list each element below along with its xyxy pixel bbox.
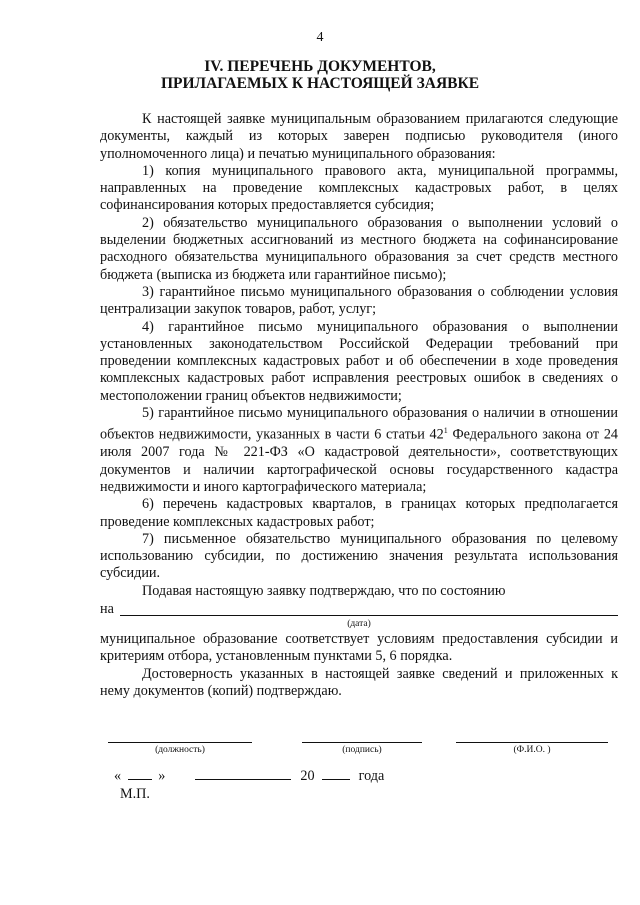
year-prefix: 20 [300, 768, 315, 784]
list-item-6: 6) перечень кадастровых кварталов, в границах которых предполагается проведение комплексных кадастровых работ; [100, 496, 618, 530]
signature-line[interactable] [302, 730, 422, 743]
date-caption: (дата) [347, 619, 371, 630]
list-item-2: 2) обязательство муниципального образования о выполнении условий о выделении бюджетных ассигнований из местного бюджета на софинансирование расходного обязательства муниципального образования за счет средств местного бюджета (выписка из бюджета или гарантийное письмо); [100, 214, 618, 283]
list-item-5-text-a: 5) гарантийное письмо муниципального образования о наличии в отношении объектов недвижимости, указанных в части 6 статьи 42 [100, 405, 618, 444]
footnote-superscript: 1 [443, 426, 448, 436]
veracity-paragraph: Достоверность указанных в настоящей заявке сведений и приложенных к нему документов (копий) подтверждаю. [100, 665, 618, 699]
name-line[interactable] [456, 730, 608, 743]
date-blank-line[interactable] [120, 615, 618, 616]
position-line[interactable] [108, 730, 252, 743]
list-item-5 [100, 405, 618, 496]
position-field [108, 730, 252, 756]
date-prefix: на [100, 601, 114, 618]
intro-paragraph: К настоящей заявке муниципальным образованием прилагаются следующие документы, каждый из которых заверен подписью руководителя (иного уполномоченного лица) и печатью муниципального образования: [100, 111, 618, 162]
year-blank[interactable] [322, 766, 350, 780]
confirmation-paragraph: Подавая настоящую заявку подтверждаю, что по состоянию [142, 582, 506, 599]
list-item-1: 1) копия муниципального правового акта, муниципальной программы, направленных на проведение комплексных кадастровых работ, в целях софинансирования которых предоставляется субсидия; [100, 162, 618, 214]
name-field [456, 730, 608, 756]
day-blank[interactable] [128, 766, 152, 780]
document-body [100, 111, 618, 700]
list-item-5-text-b: Федерального закона от 24 июля 2007 года № 221-ФЗ «О кадастровой деятельности», соответствующих документов и наличии картографической основы государственного кадастра недвижимости и иного картографического материала; [100, 427, 619, 495]
date-fill-row [100, 601, 618, 618]
signing-date-row [114, 766, 384, 785]
signature-block [100, 730, 618, 760]
position-caption: (должность) [155, 745, 205, 755]
name-caption: (Ф.И.О. ) [513, 745, 551, 755]
list-item-4: 4) гарантийное письмо муниципального образования о выполнении установленных законодательством Российской Федерации требований при проведении комплексных кадастровых работ и об обеспечении в ходе проведения комплексных кадастровых работ исправления реестровых ошибок в сведениях о местоположении границ объектов недвижимости; [100, 318, 618, 404]
stamp-label: М.П. [120, 786, 150, 802]
signature-field [302, 730, 422, 756]
section-title-line2: ПРИЛАГАЕМЫХ К НАСТОЯЩЕЙ ЗАЯВКЕ [160, 75, 480, 92]
page-number: 4 [316, 30, 324, 45]
list-item-3: 3) гарантийное письмо муниципального образования о соблюдении условия централизации закупок товаров, работ, услуг; [100, 283, 618, 318]
open-quote: « [114, 768, 122, 784]
close-quote: » [158, 768, 166, 784]
list-item-7: 7) письменное обязательство муниципального образования по целевому использованию субсидии, по достижению значения результата использования субсидии. [100, 530, 618, 582]
confirmation-continuation: муниципальное образование соответствует условиям предоставления субсидии и критериям отбора, установленным пунктами 5, 6 порядка. [100, 631, 618, 665]
year-word: года [358, 768, 385, 784]
section-title-line1: IV. ПЕРЕЧЕНЬ ДОКУМЕНТОВ, [204, 58, 436, 75]
section-title [60, 58, 580, 92]
month-blank[interactable] [195, 766, 291, 780]
signature-caption: (подпись) [342, 745, 382, 755]
